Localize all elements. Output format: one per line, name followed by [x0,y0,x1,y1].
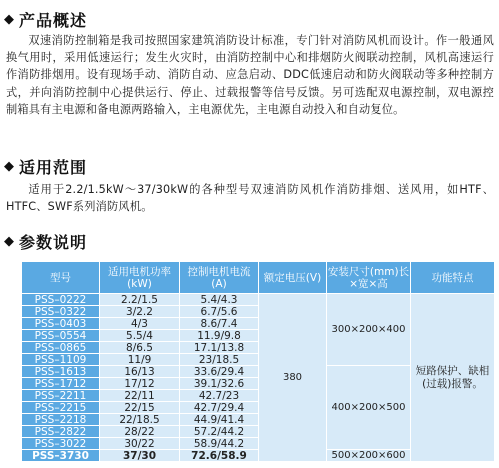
current-cell: 58.9/44.2 [180,438,259,450]
current-cell: 44.9/41.4 [180,414,259,426]
current-cell: 39.1/32.6 [180,378,259,390]
model-cell: PSS–1712 [22,378,100,390]
model-cell: PSS–0554 [22,330,100,342]
model-cell: PSS–2822 [22,426,100,438]
overview-heading [4,8,87,31]
table-header-row [22,262,495,294]
scope-paragraph: 适用于2.2/1.5kW～37/30kW的各种型号双速消防风机作消防排烟、送风用，如HTF、HTFC、SWF系列消防风机。 [6,183,494,214]
power-cell: 22/11 [100,390,180,402]
header-model: 型号 [22,262,100,294]
spec-table [21,261,495,462]
current-cell: 72.6/58.9 [180,450,259,462]
model-cell: PSS–2215 [22,402,100,414]
current-cell: 8.6/7.4 [180,318,259,330]
params-heading [4,230,87,253]
power-cell: 11/9 [100,354,180,366]
current-cell: 5.4/4.3 [180,294,259,306]
header-motor-current: 控制电机电流(A) [180,262,259,294]
current-cell: 17.1/13.8 [180,342,259,354]
current-cell: 42.7/23 [180,390,259,402]
diamond-bullet-icon: ◆ [4,159,15,174]
model-cell: PSS–2218 [22,414,100,426]
features-cell: 短路保护、缺相(过载)报警。 [411,294,495,462]
scope-heading [4,155,87,178]
power-cell: 4/3 [100,318,180,330]
current-cell: 42.7/29.4 [180,402,259,414]
overview-paragraph: 双速消防控制箱是我司按照国家建筑消防设计标准，专门针对消防风机而设计。作一般通风换气用时，采用低速运行；发生火灾时，由消防控制中心和排烟防火阀联动控制，风机高速运行作消防排烟用。设有现场手动、消防自动、应急启动、DDC低速启动和防火阀联动等多种控制方式，并向消防控制中心提供运行、停止、过载报警等信号反馈。另可选配双电源控制，双电源控制箱具有主电源和备电源两路输入，主电源优先，主电源自动投入和自动复位。 [6,34,494,116]
model-cell: PSS–0865 [22,342,100,354]
power-cell: 22/18.5 [100,414,180,426]
diamond-bullet-icon: ◆ [4,234,15,249]
table-row [22,294,495,306]
model-cell: PSS–0222 [22,294,100,306]
header-install-size: 安装尺寸(mm)长×宽×高 [327,262,411,294]
current-cell: 57.2/44.2 [180,426,259,438]
power-cell: 16/13 [100,366,180,378]
power-cell: 3/2.2 [100,306,180,318]
model-cell: PSS–1613 [22,366,100,378]
power-cell: 8/6.5 [100,342,180,354]
params-title: 参数说明 [19,233,88,252]
current-cell: 6.7/5.6 [180,306,259,318]
diamond-bullet-icon: ◆ [4,12,15,27]
model-cell: PSS–2211 [22,390,100,402]
model-cell: PSS–1109 [22,354,100,366]
model-cell: PSS–0322 [22,306,100,318]
power-cell: 22/15 [100,402,180,414]
overview-title: 产品概述 [19,11,88,30]
model-cell: PSS–0403 [22,318,100,330]
size-cell-group-1: 300×200×400 [327,294,411,366]
current-cell: 33.6/29.4 [180,366,259,378]
power-cell: 28/22 [100,426,180,438]
header-features: 功能特点 [411,262,495,294]
current-cell: 23/18.5 [180,354,259,366]
header-motor-power: 适用电机功率(kW) [100,262,180,294]
current-cell: 11.9/9.8 [180,330,259,342]
size-cell-group-2: 400×200×500 [327,366,411,450]
power-cell: 37/30 [100,450,180,462]
power-cell: 30/22 [100,438,180,450]
power-cell: 5.5/4 [100,330,180,342]
power-cell: 2.2/1.5 [100,294,180,306]
size-cell-group-3: 500×200×600 [327,450,411,462]
power-cell: 17/12 [100,378,180,390]
model-cell: PSS–3022 [22,438,100,450]
header-rated-voltage: 额定电压(V) [259,262,327,294]
voltage-cell: 380 [259,294,327,462]
model-cell: PSS–3730 [22,450,100,462]
scope-title: 适用范围 [19,158,88,177]
